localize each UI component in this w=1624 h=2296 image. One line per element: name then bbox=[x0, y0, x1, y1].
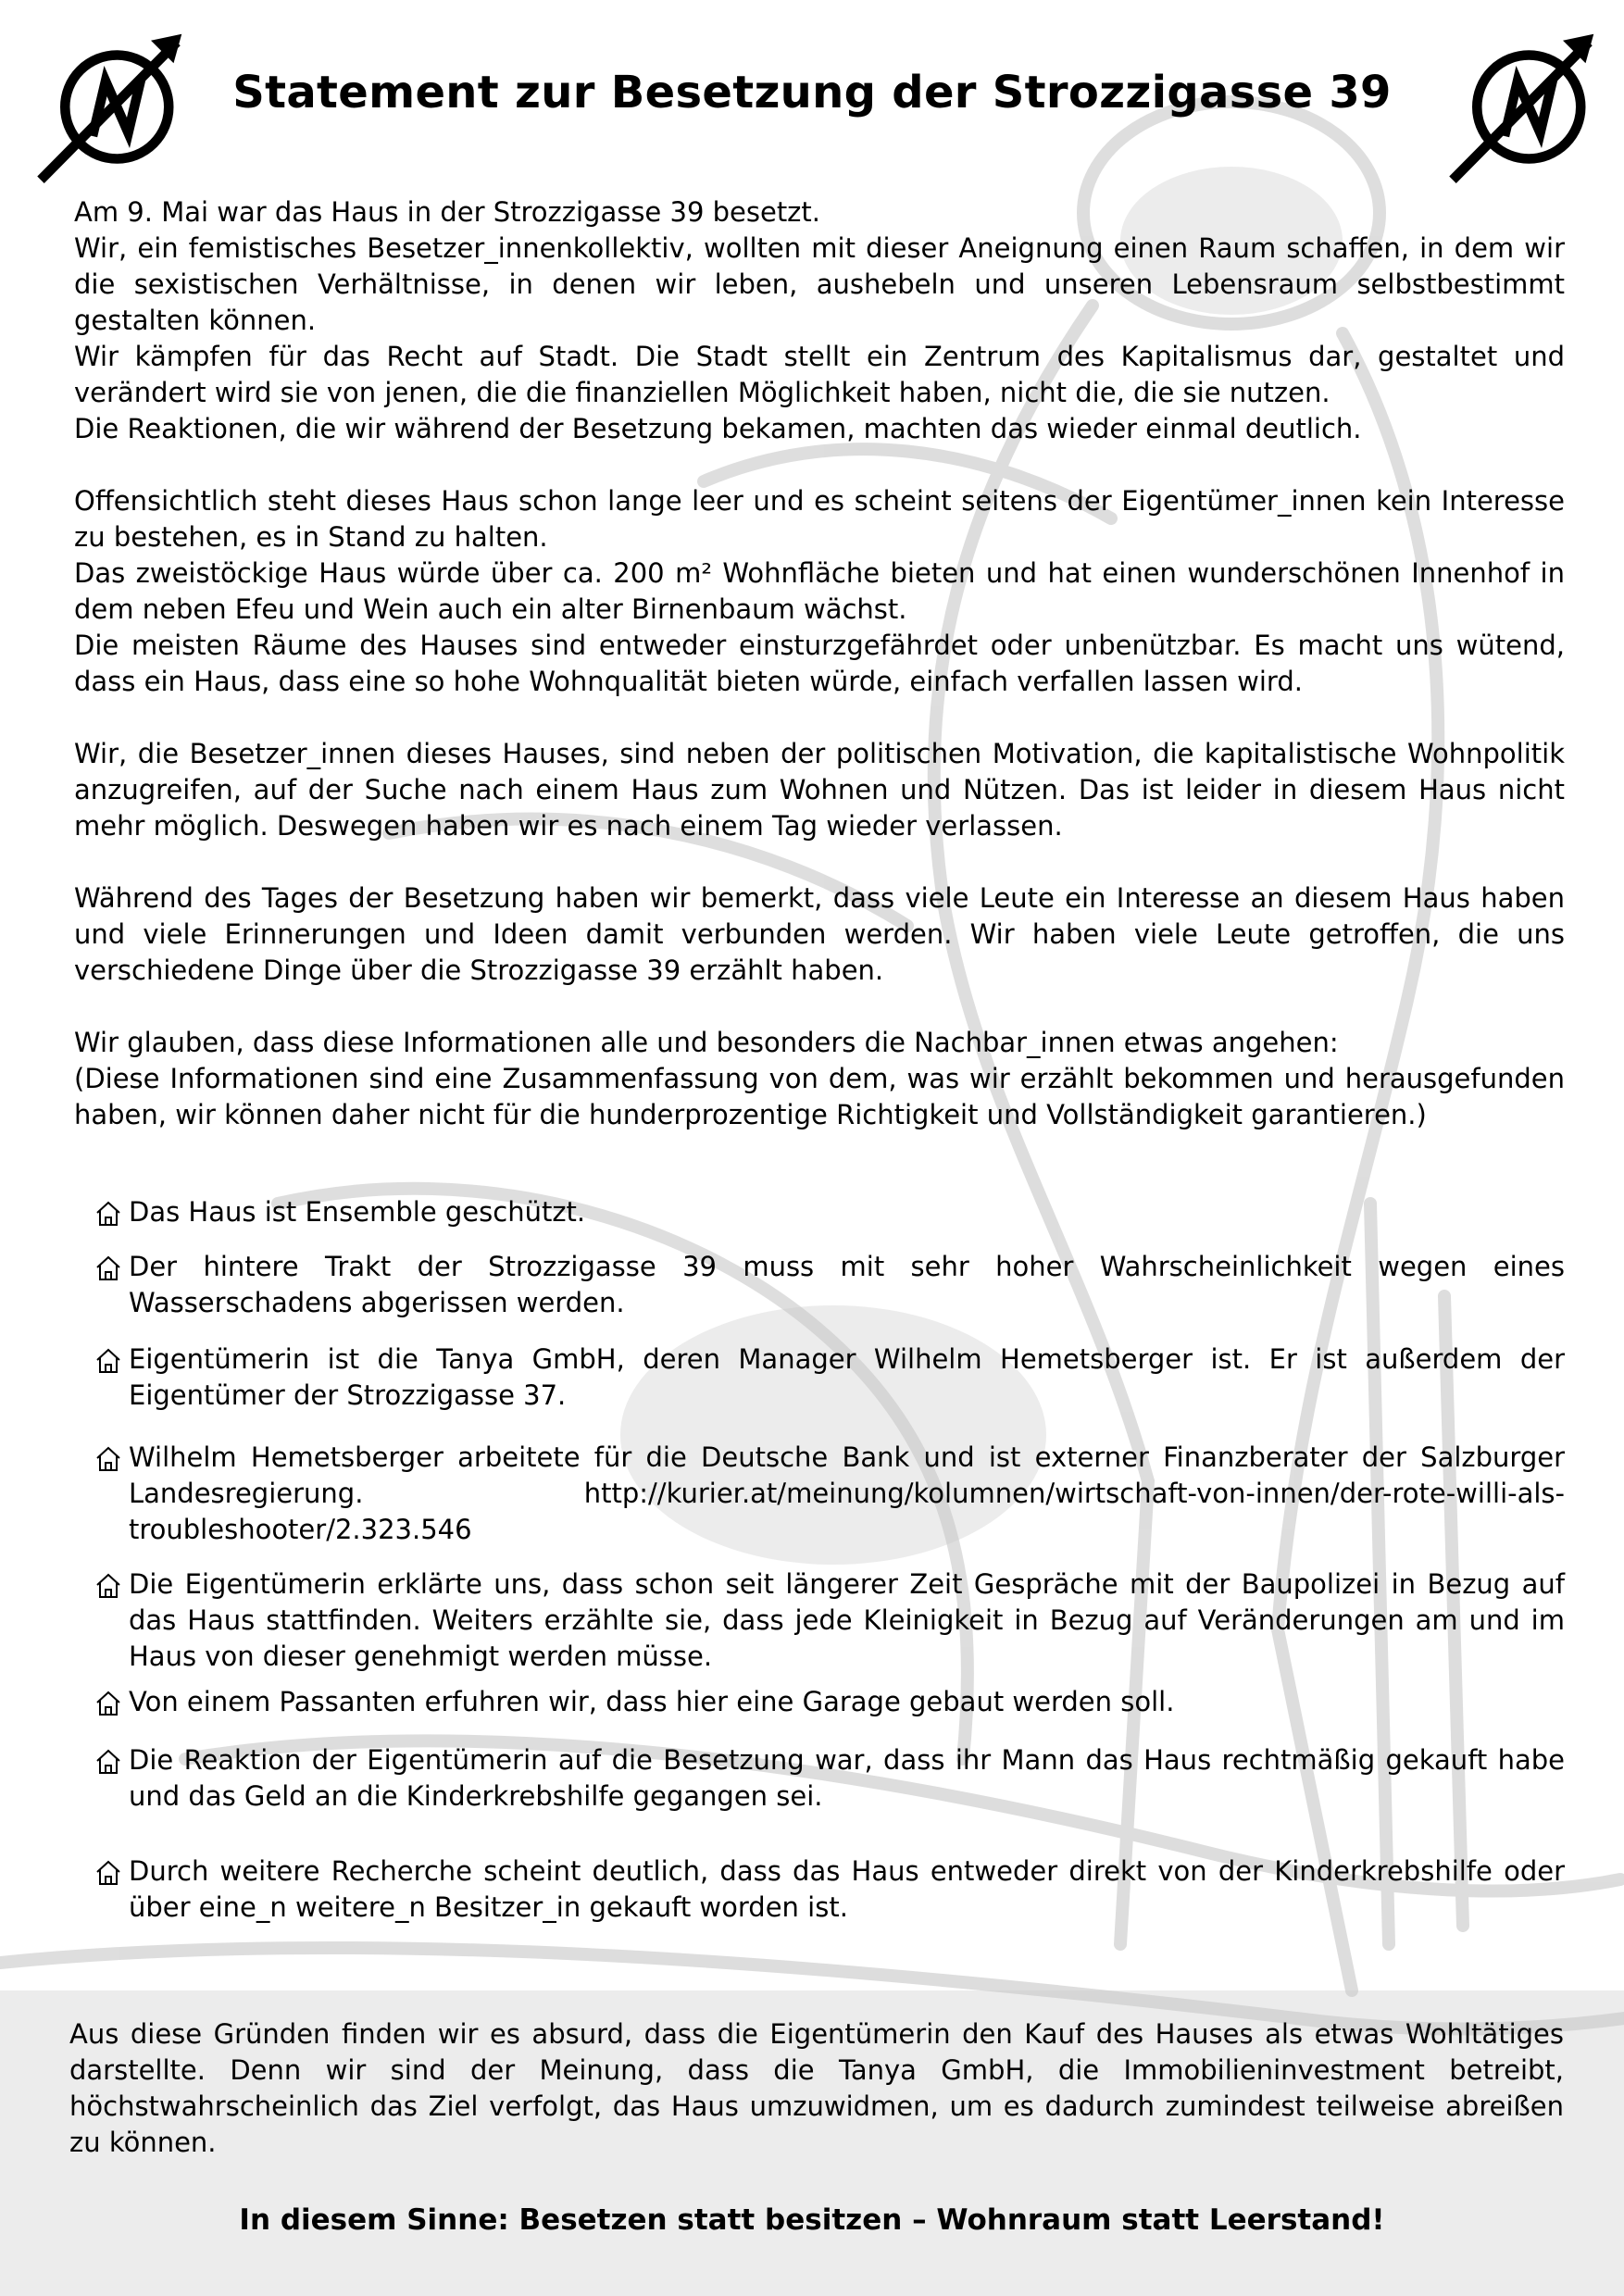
list-item bbox=[94, 1249, 1565, 1321]
intro-line: Am 9. Mai war das Haus in der Strozzigasse 39 besetzt. bbox=[74, 196, 820, 228]
house-paragraph: Das zweistöckige Haus würde über ca. 200 m² Wohnfläche bieten und hat einen wunderschönen Innenhof in dem neben Efeu und Wein auch ein alter Birnenbaum wächst. bbox=[74, 557, 1565, 625]
list-item bbox=[94, 1853, 1565, 1926]
list-item bbox=[94, 1440, 1565, 1548]
fact-text: Wilhelm Hemetsberger arbeitete für die Deutsche Bank und ist externer Finanzberater der Salzburger Landesregierung. http://kurier.at/meinung/kolumnen/wirtschaft-von-innen/der-rote-willi-als-troubleshooter/2.323.546 bbox=[129, 1441, 1565, 1545]
house-paragraph: Die meisten Räume des Hauses sind entweder einsturzgefährdet oder unbenützbar. Es macht uns wütend, dass ein Haus, dass eine so hohe Wohnqualität bieten würde, einfach verfallen lassen wird. bbox=[74, 630, 1565, 697]
list-item bbox=[94, 1566, 1565, 1675]
house-icon bbox=[94, 1347, 122, 1375]
fact-text: Der hintere Trakt der Strozzigasse 39 muss mit sehr hoher Wahrscheinlichkeit wegen eines Wasserschadens abgerissen werden. bbox=[129, 1251, 1565, 1318]
closing-paragraph: Aus diese Gründen finden wir es absurd, dass die Eigentümerin den Kauf des Hauses als etwas Wohltätiges darstellte. Denn wir sind der Meinung, dass die Tanya GmbH, die Immobilieninvestment betreibt, höchstwahrscheinlich das Ziel verfolgt, das Haus umzuwidmen, um es dadurch zumindest teilweise abreißen zu können. bbox=[69, 2018, 1564, 2158]
house-icon bbox=[94, 1445, 122, 1473]
fact-text: Eigentümerin ist die Tanya GmbH, deren Manager Wilhelm Hemetsberger ist. Er ist außerdem der Eigentümer der Strozzigasse 37. bbox=[129, 1343, 1565, 1411]
statement-body bbox=[74, 194, 1565, 1926]
house-paragraph: Offensichtlich steht dieses Haus schon lange leer und es scheint seitens der Eigentümer_innen kein Interesse zu bestehen, es in Stand zu halten. bbox=[74, 485, 1565, 553]
list-item bbox=[94, 1194, 1565, 1230]
info-intro: Wir glauben, dass diese Informationen alle und besonders die Nachbar_innen etwas angehen: bbox=[74, 1027, 1339, 1058]
facts-list bbox=[94, 1194, 1565, 1926]
fact-text: Das Haus ist Ensemble geschützt. bbox=[129, 1196, 586, 1228]
list-item bbox=[94, 1742, 1565, 1815]
fact-text: Die Reaktion der Eigentümerin auf die Besetzung war, dass ihr Mann das Haus rechtmäßig gekauft habe und das Geld an die Kinderkrebshilfe gegangen sei. bbox=[129, 1744, 1565, 1812]
house-icon bbox=[94, 1690, 122, 1717]
slogan: In diesem Sinne: Besetzen statt besitzen – Wohnraum statt Leerstand! bbox=[239, 2203, 1385, 2237]
house-icon bbox=[94, 1748, 122, 1776]
fact-text: Durch weitere Recherche scheint deutlich, dass das Haus entweder direkt von der Kinderkrebshilfe oder über eine_n weitere_n Besitzer_in gekauft worden ist. bbox=[129, 1855, 1565, 1923]
house-icon bbox=[94, 1254, 122, 1282]
list-item bbox=[94, 1341, 1565, 1414]
motivation-paragraph: Wir, die Besetzer_innen dieses Hauses, sind neben der politischen Motivation, die kapitalistische Wohnpolitik anzugreifen, auf der Suche nach einem Haus zum Wohnen und Nützen. Das ist leider in diesem Haus nicht mehr möglich. Deswegen haben wir es nach einem Tag wieder verlassen. bbox=[74, 738, 1565, 842]
page-title: Statement zur Besetzung der Strozzigasse 39 bbox=[232, 67, 1392, 119]
intro-paragraph: Die Reaktionen, die wir während der Besetzung bekamen, machten das wieder einmal deutlich. bbox=[74, 413, 1362, 444]
list-item bbox=[94, 1684, 1565, 1720]
intro-paragraph: Wir, ein femistisches Besetzer_innenkollektiv, wollten mit dieser Aneignung einen Raum schaffen, in dem wir die sexistischen Verhältnisse, in denen wir leben, aushebeln und unseren Lebensraum selbstbestimmt gestalten können. bbox=[74, 232, 1565, 336]
fact-text: Die Eigentümerin erklärte uns, dass schon seit längerer Zeit Gespräche mit der Baupolizei in Bezug auf das Haus stattfinden. Weiters erzählte sie, dass jede Kleinigkeit in Bezug auf Veränderungen am und im Haus von dieser genehmigt werden müsse. bbox=[129, 1568, 1565, 1672]
day-paragraph: Während des Tages der Besetzung haben wir bemerkt, dass viele Leute ein Interesse an diesem Haus haben und viele Erinnerungen und Ideen damit verbunden werden. Wir haben viele Leute getroffen, die uns verschiedene Dinge über die Strozzigasse 39 erzählt haben. bbox=[74, 882, 1565, 986]
info-note: (Diese Informationen sind eine Zusammenfassung von dem, was wir erzählt bekommen und herausgefunden haben, wir können daher nicht für die hunderprozentige Richtigkeit und Vollständigkeit garantieren.) bbox=[74, 1063, 1565, 1130]
house-icon bbox=[94, 1859, 122, 1887]
house-icon bbox=[94, 1200, 122, 1228]
house-icon bbox=[94, 1572, 122, 1600]
intro-paragraph: Wir kämpfen für das Recht auf Stadt. Die Stadt stellt ein Zentrum des Kapitalismus dar, gestaltet und verändert wird sie von jenen, die die finanziellen Möglichkeit haben, nicht die, die sie nutzen. bbox=[74, 341, 1565, 408]
fact-text: Von einem Passanten erfuhren wir, dass hier eine Garage gebaut werden soll. bbox=[129, 1686, 1175, 1717]
